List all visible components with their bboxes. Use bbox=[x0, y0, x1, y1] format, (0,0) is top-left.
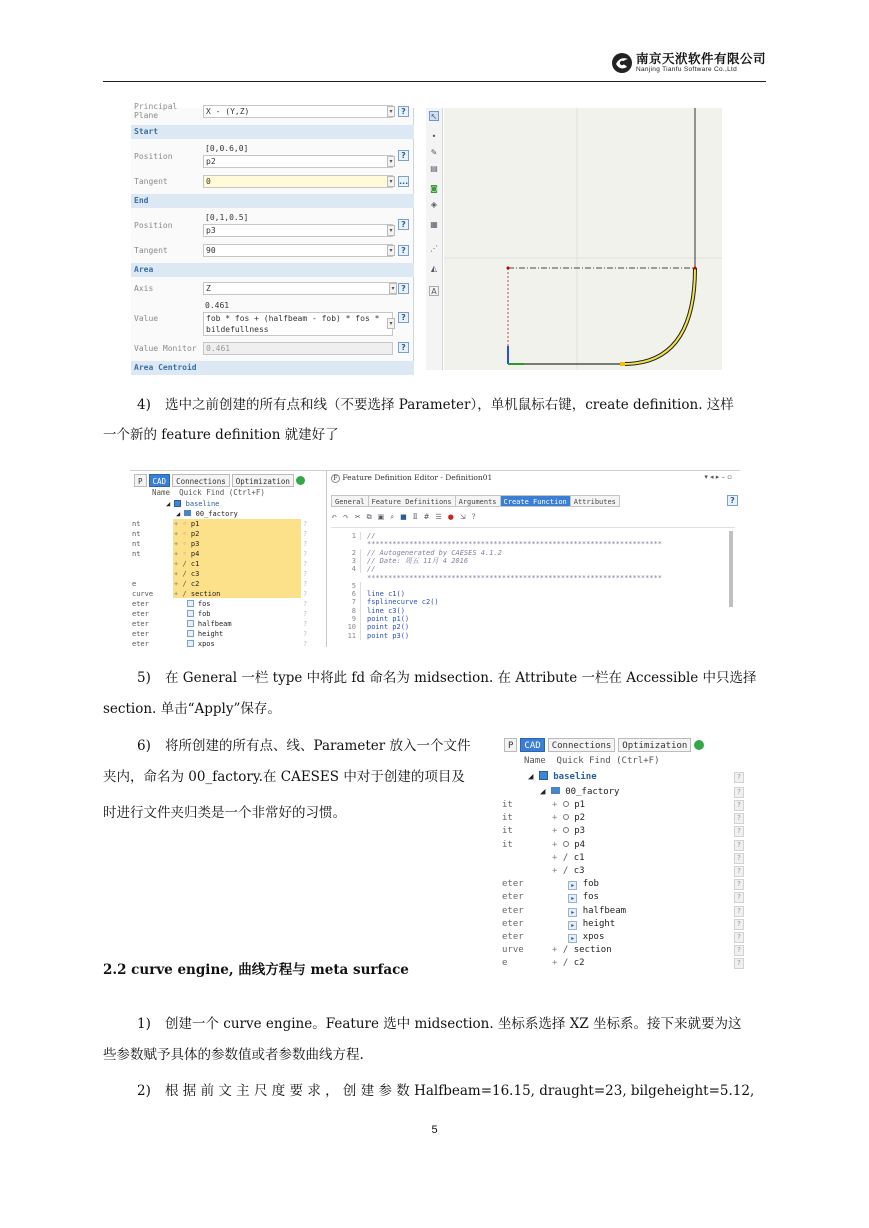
format-icon[interactable]: ☰ bbox=[435, 513, 442, 521]
parameter-icon: ▸ bbox=[568, 921, 577, 930]
tab-attributes[interactable]: Attributes bbox=[570, 495, 620, 507]
start-tangent-more-button[interactable]: ... bbox=[399, 177, 409, 186]
view-tool-icon[interactable]: ▤ bbox=[430, 164, 438, 173]
start-tangent-label: Tangent bbox=[134, 176, 168, 186]
help-icon[interactable]: ? bbox=[734, 958, 744, 969]
undo-icon[interactable]: ↶ bbox=[331, 513, 337, 521]
code-editor[interactable] bbox=[331, 527, 735, 647]
code-line: 5 bbox=[331, 582, 367, 590]
tree-item-p1[interactable]: + p1 bbox=[552, 800, 586, 810]
paragraph-1-line2: 些参数赋予具体的参数值或者参数曲线方程. bbox=[103, 1047, 364, 1063]
end-section-header[interactable]: End bbox=[131, 194, 414, 208]
code-line: 7 fsplinecurve c2() bbox=[331, 598, 439, 606]
code-line: ********************************************************************** bbox=[367, 540, 663, 549]
page-number: 5 bbox=[431, 1124, 438, 1136]
tab-optimization[interactable]: Optimization bbox=[232, 474, 294, 487]
tree-item-xpos[interactable]: ▸ xpos bbox=[552, 931, 604, 944]
tree-item-type: eter bbox=[132, 600, 149, 608]
properties-panel bbox=[131, 102, 414, 372]
tree-item-p1[interactable]: + ◦ p1 bbox=[174, 520, 200, 528]
viewport-geometry bbox=[444, 108, 722, 370]
tree-item-p4[interactable]: + p4 bbox=[552, 839, 586, 850]
object-tree-tabs bbox=[134, 473, 305, 487]
tree-item-type: eter bbox=[132, 620, 149, 628]
tree-item-00-factory[interactable]: ◢ 00_factory bbox=[176, 510, 238, 518]
text-tool-icon[interactable]: A bbox=[429, 286, 439, 296]
tree-item-type: it bbox=[502, 839, 513, 850]
tree-item-c2[interactable]: + ∕ c2 bbox=[174, 580, 200, 588]
point-icon bbox=[563, 801, 569, 807]
tree-item-type: eter bbox=[502, 932, 524, 942]
curve-icon: ∕ bbox=[562, 852, 569, 863]
tree-item-p3[interactable]: + p3 bbox=[552, 826, 586, 837]
parameter-icon bbox=[187, 630, 194, 637]
tree-item-p2[interactable]: + ◦ p2 bbox=[174, 530, 200, 538]
area-centroid-section-header[interactable]: Area Centroid bbox=[131, 361, 414, 375]
paragraph-5-line2: section. 单击“Apply”保存。 bbox=[103, 701, 281, 717]
tree-item-fos[interactable]: fos bbox=[174, 599, 211, 609]
help-icon[interactable]: ? bbox=[303, 520, 308, 528]
refresh-tool-icon[interactable]: ◙ bbox=[430, 184, 438, 193]
end-position-coords: [0,1,0.5] bbox=[205, 213, 249, 222]
properties-screenshot bbox=[131, 102, 722, 372]
tree-item-type: curve bbox=[132, 590, 154, 598]
tree-item-type: eter bbox=[502, 905, 524, 916]
shape-tool-icon[interactable]: ◈ bbox=[430, 200, 438, 209]
end-tangent-help-icon[interactable]: ? bbox=[398, 245, 409, 256]
tree-item-p4[interactable]: + ◦ p4 bbox=[174, 550, 200, 558]
curve-icon: ∕ bbox=[562, 866, 569, 876]
help-icon[interactable]: ? bbox=[303, 640, 308, 648]
tab-feature-definitions[interactable]: Feature Definitions bbox=[368, 495, 455, 507]
point-icon bbox=[563, 841, 569, 847]
tree-item-c3[interactable]: + ∕ c3 bbox=[552, 866, 585, 876]
help-icon[interactable]: ? bbox=[303, 550, 308, 558]
tab-p[interactable]: P bbox=[504, 738, 517, 752]
help-icon[interactable]: ? bbox=[734, 772, 744, 783]
tree-item-type: eter bbox=[132, 610, 149, 618]
status-ok-icon bbox=[296, 476, 305, 485]
value-help-icon[interactable]: ? bbox=[398, 312, 409, 323]
paragraph-1-number: 1) bbox=[137, 1016, 151, 1032]
tree-item-baseline[interactable]: ◢ baseline bbox=[166, 500, 220, 508]
tree-item-halfbeam[interactable]: ▸ halfbeam bbox=[552, 905, 626, 918]
tree-item-section[interactable]: + ∕ section bbox=[552, 945, 612, 956]
help-icon[interactable]: ? bbox=[734, 826, 744, 837]
parameter-icon: ▸ bbox=[568, 934, 577, 943]
editor-window-controls[interactable]: ▾ ◂ ▸ – ▫ bbox=[704, 473, 732, 481]
copy-icon[interactable]: ⧉ bbox=[366, 512, 372, 521]
point-icon: ◦ bbox=[182, 540, 187, 548]
end-tangent-dropdown[interactable]: ▾ bbox=[387, 245, 395, 256]
help-icon[interactable]: ? bbox=[303, 580, 308, 588]
code-line: 6 line c1() bbox=[331, 590, 405, 598]
principal-plane-dropdown[interactable]: ▾ bbox=[387, 106, 395, 117]
axis-label: Axis bbox=[134, 283, 154, 293]
tree-header bbox=[152, 488, 265, 497]
tree-item-c2[interactable]: + ∕ c2 bbox=[552, 958, 585, 969]
italic-icon[interactable]: Ⅱ bbox=[412, 513, 418, 521]
help-icon[interactable]: ? bbox=[303, 590, 308, 598]
end-tangent-label: Tangent bbox=[134, 245, 168, 255]
start-position-coords: [0,0.6,0] bbox=[205, 144, 249, 153]
editor-title: F Feature Definition Editor - Definition01 bbox=[331, 473, 492, 483]
area-section-header[interactable]: Area bbox=[131, 263, 414, 277]
code-line: 9 point p1() bbox=[331, 615, 409, 623]
help-icon[interactable]: ? bbox=[734, 813, 744, 824]
tree-item-00-factory[interactable]: ◢ 00_factory bbox=[540, 787, 620, 797]
value-monitor-label: Value Monitor bbox=[134, 343, 197, 353]
start-position-field[interactable]: p2 bbox=[203, 155, 393, 168]
principal-plane-label: Principal Plane bbox=[134, 102, 178, 120]
help-icon[interactable]: ? bbox=[734, 879, 744, 890]
help-icon[interactable]: ? bbox=[734, 866, 744, 877]
help-icon[interactable]: ? bbox=[303, 560, 308, 568]
paragraph-5-number: 5) bbox=[137, 670, 151, 686]
help-icon[interactable]: ? bbox=[303, 610, 308, 618]
tree-item-fob[interactable]: ▸ fob bbox=[552, 878, 599, 891]
select-tool-icon[interactable]: ↖ bbox=[430, 112, 438, 121]
start-tangent-dropdown[interactable]: ▾ bbox=[387, 176, 395, 187]
help-icon[interactable]: ? bbox=[734, 932, 744, 943]
tree-item-type: nt bbox=[132, 550, 141, 558]
tab-p[interactable]: P bbox=[134, 474, 147, 487]
principal-plane-help-icon[interactable]: ? bbox=[398, 106, 409, 117]
help-icon[interactable]: ? bbox=[734, 787, 744, 798]
tree-name-column: Name bbox=[152, 488, 171, 497]
run-icon[interactable]: ● bbox=[447, 513, 454, 521]
tree-quickfind[interactable]: Quick Find (Ctrl+F) bbox=[556, 756, 660, 766]
value-expression-field[interactable] bbox=[203, 312, 393, 336]
end-position-dropdown[interactable]: ▾ bbox=[387, 225, 395, 236]
tree-item-fos[interactable]: ▸ fos bbox=[552, 891, 599, 904]
help-icon[interactable]: ? bbox=[734, 906, 744, 917]
parameter-icon bbox=[187, 640, 194, 647]
point-icon bbox=[563, 827, 569, 833]
point-tool-icon[interactable]: • bbox=[431, 132, 437, 141]
principal-plane-field[interactable]: X - (Y,Z) bbox=[203, 105, 393, 118]
tree-header-2: Name Quick Find (Ctrl+F) bbox=[524, 756, 660, 766]
bookmark-icon[interactable]: ■ bbox=[400, 513, 407, 521]
value-dropdown[interactable]: ▾ bbox=[387, 318, 395, 329]
tab-connections[interactable]: Connections bbox=[172, 474, 230, 487]
paragraph-4-line1: 4) 选中之前创建的所有点和线（不要选择 Parameter），单机鼠标右键，create definition. 这样 bbox=[137, 390, 734, 420]
parameter-icon bbox=[187, 600, 194, 607]
cut-icon[interactable]: ✂ bbox=[354, 513, 361, 521]
paragraph-6-line1: 6) 将所创建的所有点、线、Parameter 放入一个文件 bbox=[137, 731, 470, 761]
code-line: 1 // bbox=[331, 532, 375, 540]
paste-icon[interactable]: ▣ bbox=[377, 513, 385, 521]
editor-logo-icon: F bbox=[331, 474, 340, 483]
tree-item-c3[interactable]: + ∕ c3 bbox=[174, 570, 200, 578]
curve-icon: ∕ bbox=[182, 580, 187, 588]
tree-item-height[interactable]: ▸ height bbox=[552, 918, 615, 931]
axis-help-icon[interactable]: ? bbox=[398, 283, 409, 294]
measure-tool-icon[interactable]: ⋰ bbox=[430, 244, 438, 253]
start-tangent-field[interactable]: 0 bbox=[203, 175, 393, 188]
paragraph-6-line3: 时进行文件夹归类是一个非常好的习惯。 bbox=[103, 805, 346, 821]
end-position-label: Position bbox=[134, 220, 173, 230]
help-icon[interactable]: ? bbox=[734, 945, 744, 956]
end-position-field[interactable]: p3 bbox=[203, 224, 393, 237]
tab-cad[interactable]: CAD bbox=[520, 738, 544, 752]
start-section-header[interactable]: Start bbox=[131, 125, 414, 139]
status-ok-icon bbox=[694, 740, 704, 750]
tree-item-type: it bbox=[502, 800, 513, 810]
company-name-cn: 南京天洑软件有限公司 bbox=[635, 50, 766, 66]
code-line: 3 // Date: 周五 11月 4 2016 bbox=[331, 557, 468, 565]
object-tree-tabs-2 bbox=[504, 738, 704, 752]
code-line: ********************************************************************** bbox=[367, 573, 663, 582]
tree-item-xpos[interactable]: xpos bbox=[174, 639, 215, 649]
paragraph-2-number: 2) bbox=[137, 1083, 151, 1099]
paragraph-4-line2: 一个新的 feature definition 就建好了 bbox=[103, 427, 339, 443]
paint-tool-icon[interactable]: ◭ bbox=[430, 264, 438, 273]
tree-item-type: nt bbox=[132, 520, 141, 528]
tree-item-type: eter bbox=[502, 918, 524, 929]
pen-tool-icon[interactable]: ✎ bbox=[430, 148, 438, 157]
start-position-dropdown[interactable]: ▾ bbox=[387, 156, 395, 167]
layer-tool-icon[interactable]: ▦ bbox=[430, 220, 438, 229]
tree-item-c1[interactable]: + ∕ c1 bbox=[552, 852, 585, 863]
feature-definition-screenshot bbox=[130, 470, 740, 646]
tree-item-type: e bbox=[132, 580, 137, 588]
code-line: 10 point p2() bbox=[331, 623, 409, 631]
tab-optimization[interactable]: Optimization bbox=[618, 738, 691, 752]
help-icon[interactable]: ? bbox=[734, 892, 744, 903]
tree-item-type: eter bbox=[132, 640, 149, 648]
paragraph-2-line1: 2) 根 据 前 文 主 尺 度 要 求 ， 创 建 参 数 Halfbeam=16.15, draught=23, bilgeheight=5.12, bbox=[137, 1076, 754, 1106]
axis-dropdown[interactable]: ▾ bbox=[389, 283, 397, 294]
help-icon[interactable]: ? bbox=[471, 513, 476, 521]
help-icon[interactable]: ? bbox=[303, 630, 308, 638]
editor-toolbar bbox=[331, 511, 735, 523]
company-logo bbox=[611, 52, 766, 74]
folder-tree-screenshot bbox=[502, 736, 752, 976]
point-icon: ◦ bbox=[182, 550, 187, 558]
axis-field[interactable]: Z bbox=[203, 282, 397, 295]
tree-help-column bbox=[302, 499, 310, 647]
parameter-icon: ▸ bbox=[568, 908, 577, 917]
tab-general[interactable]: General bbox=[331, 495, 368, 507]
tree-item-type: e bbox=[502, 958, 508, 969]
help-icon[interactable]: ? bbox=[303, 540, 308, 548]
code-line: 11 point p3() bbox=[331, 632, 409, 640]
tree-item-section[interactable]: + ∕ section bbox=[174, 590, 221, 598]
start-position-label: Position bbox=[134, 151, 173, 161]
help-icon[interactable]: ? bbox=[734, 800, 744, 811]
code-line: 4 // bbox=[331, 565, 375, 573]
code-scrollbar[interactable] bbox=[729, 531, 733, 607]
paragraph-6-number: 6) bbox=[137, 738, 151, 754]
code-line: 2 // Autogenerated by CAESES 4.1.2 bbox=[331, 549, 502, 557]
help-icon[interactable]: ? bbox=[303, 570, 308, 578]
tree-item-fob[interactable]: fob bbox=[174, 609, 211, 619]
tree-item-type: it bbox=[502, 813, 513, 824]
tree-item-p3[interactable]: + ◦ p3 bbox=[174, 540, 200, 548]
tree-item-type: eter bbox=[132, 630, 149, 638]
parameter-icon: ▸ bbox=[568, 881, 577, 890]
company-name-en: Nanjing Tianfu Software Co.,Ltd bbox=[635, 66, 738, 73]
company-logo-icon bbox=[611, 52, 633, 74]
tree-quickfind[interactable]: Quick Find (Ctrl+F) bbox=[179, 488, 265, 497]
point-icon: ◦ bbox=[182, 520, 187, 528]
paragraph-1-line1: 1) 创建一个 curve engine。Feature 选中 midsection. 坐标系选择 XZ 坐标系。接下来就要为这 bbox=[137, 1009, 742, 1039]
help-icon[interactable]: ? bbox=[734, 919, 744, 930]
tree-item-type: eter bbox=[502, 892, 524, 903]
section-heading: 2.2 curve engine, 曲线方程与 meta surface bbox=[103, 962, 409, 978]
curve-icon: ∕ bbox=[182, 590, 187, 598]
tree-item-baseline[interactable]: ◢ baseline bbox=[528, 772, 597, 782]
code-line: 8 line c3() bbox=[331, 607, 405, 615]
tree-item-type: urve bbox=[502, 945, 524, 956]
parameter-icon: ▸ bbox=[568, 894, 577, 903]
tab-connections[interactable]: Connections bbox=[548, 738, 616, 752]
end-tangent-field[interactable]: 90 bbox=[203, 244, 393, 257]
vertical-toolbar bbox=[426, 108, 443, 370]
help-icon[interactable]: ? bbox=[734, 853, 744, 864]
editor-tabs bbox=[331, 495, 620, 507]
paragraph-6-line2: 夹内，命名为 00_factory.在 CAESES 中对于创建的项目及 bbox=[103, 769, 465, 785]
comment-icon[interactable]: # bbox=[423, 513, 430, 521]
start-position-help-icon[interactable]: ? bbox=[398, 150, 409, 161]
value-expression-line2: bildefullness bbox=[206, 325, 269, 334]
redo-icon[interactable]: ↷ bbox=[342, 513, 349, 521]
curve-icon: ∕ bbox=[562, 945, 569, 956]
tree-item-type: nt bbox=[132, 530, 141, 538]
curve-icon: ∕ bbox=[182, 570, 187, 578]
curve-icon: ∕ bbox=[182, 560, 187, 568]
parameter-icon bbox=[187, 620, 194, 627]
help-icon[interactable]: ? bbox=[734, 840, 744, 851]
value-expression-line1: fob * fos + (halfbeam - fob) * fos * bbox=[206, 314, 380, 323]
curve-icon: ∕ bbox=[562, 958, 569, 969]
tab-create-function[interactable]: Create Function bbox=[500, 495, 570, 507]
tree-item-halfbeam[interactable]: halfbeam bbox=[174, 619, 232, 629]
help-icon[interactable]: ? bbox=[303, 620, 308, 628]
value-result: 0.461 bbox=[205, 301, 230, 310]
paragraph-4-number: 4) bbox=[137, 397, 151, 413]
tree-item-p2[interactable]: + p2 bbox=[552, 813, 586, 824]
help-icon[interactable]: ? bbox=[303, 530, 308, 538]
tab-cad[interactable]: CAD bbox=[149, 474, 171, 487]
export-icon[interactable]: ⇲ bbox=[459, 513, 466, 521]
feature-definition-editor bbox=[326, 471, 740, 647]
page-header bbox=[103, 48, 766, 82]
3d-viewport[interactable] bbox=[444, 108, 722, 370]
tree-item-height[interactable]: height bbox=[174, 629, 223, 639]
value-label: Value bbox=[134, 313, 159, 323]
tab-arguments[interactable]: Arguments bbox=[455, 495, 500, 507]
tree-item-c1[interactable]: + ∕ c1 bbox=[174, 560, 200, 568]
help-icon[interactable]: ? bbox=[303, 600, 308, 608]
tree-item-type: eter bbox=[502, 879, 524, 890]
search-icon[interactable]: ⌕ bbox=[390, 512, 395, 521]
editor-help-icon[interactable]: ? bbox=[727, 495, 738, 506]
parameter-icon bbox=[187, 610, 194, 617]
point-icon bbox=[563, 814, 569, 820]
value-monitor-field: 0.461 bbox=[203, 342, 393, 355]
tree-item-type: nt bbox=[132, 540, 141, 548]
end-position-help-icon[interactable]: ? bbox=[398, 219, 409, 230]
point-icon: ◦ bbox=[182, 530, 187, 538]
paragraph-5-line1: 5) 在 General 一栏 type 中将此 fd 命名为 midsection. 在 Attribute 一栏在 Accessible 中只选择 bbox=[137, 663, 757, 693]
tree-item-type: it bbox=[502, 826, 513, 837]
value-monitor-help-icon[interactable]: ? bbox=[398, 342, 409, 353]
